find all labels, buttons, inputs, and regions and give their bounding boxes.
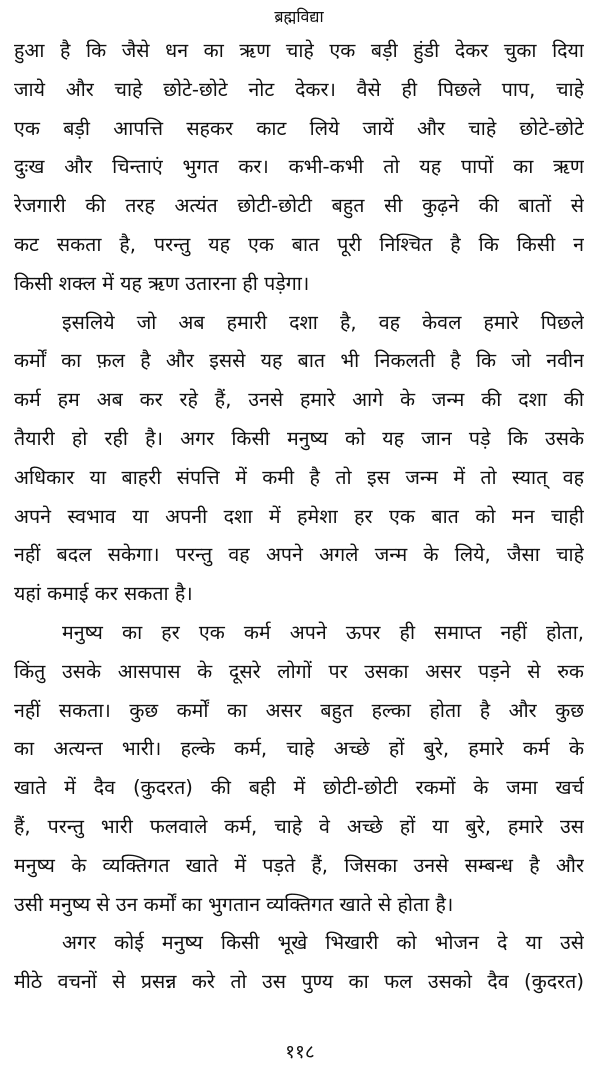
text-line: मनुष्य का हर एक कर्म अपने ऊपर ही समाप्त नहीं होता,	[62, 620, 584, 644]
text-line: मीठे वचनों से प्रसन्न करे तो उस पुण्य का फल उसको दैव (कुदरत)	[14, 970, 584, 994]
text-line: जाये और चाहे छोटे-छोटे नोट देकर। वैसे ही पिछले पाप, चाहे	[14, 77, 584, 101]
text-line: दुःख और चिन्ताएं भुगत कर। कभी-कभी तो यह पापों का ऋण	[14, 155, 584, 179]
text-line: यहां कमाई कर सकता है।	[14, 582, 193, 606]
text-line: अधिकार या बाहरी संपत्ति में कमी है तो इस जन्म में तो स्यात् वह	[14, 465, 584, 489]
text-line: का अत्यन्त भारी। हल्के कर्म, चाहे अच्छे हों बुरे, हमारे कर्म के	[14, 737, 584, 761]
text-line: एक बड़ी आपत्ति सहकर काट लिये जायें और चाहे छोटे-छोटे	[14, 116, 584, 140]
text-line: नहीं बदल सकेगा। परन्तु वह अपने अगले जन्म के लिये, जैसा चाहे	[14, 543, 584, 567]
text-line: हैं, परन्तु भारी फलवाले कर्म, चाहे वे अच्छे हों या बुरे, हमारे उस	[14, 814, 584, 838]
page-number: ११८	[285, 1041, 315, 1063]
text-line: अपने स्वभाव या अपनी दशा में हमेशा हर एक बात को मन चाही	[14, 504, 584, 528]
text-line: नहीं सकता। कुछ कर्मों का असर बहुत हल्का होता है और कुछ	[14, 698, 584, 722]
text-line: कर्मों का फ़ल है और इससे यह बात भी निकलती है कि जो नवीन	[14, 349, 584, 373]
body-text	[14, 32, 584, 1002]
text-line: कर्म हम अब कर रहे हैं, उनसे हमारे आगे के जन्म की दशा की	[14, 388, 584, 412]
text-line: उसी मनुष्य से उन कर्मों का भुगतान व्यक्तिगत खाते से होता है।	[14, 892, 454, 916]
text-line: किंतु उसके आसपास के दूसरे लोगों पर उसका असर पड़ने से रुक	[14, 659, 584, 683]
text-line: खाते में दैव (कुदरत) की बही में छोटी-छोटी रकमों के जमा खर्च	[14, 776, 584, 800]
text-line: हुआ है कि जैसे धन का ऋण चाहे एक बड़ी हुंडी देकर चुका दिया	[14, 39, 584, 62]
paragraph	[14, 924, 584, 1002]
text-line: किसी शक्ल में यह ऋण उतारना ही पड़ेगा।	[14, 271, 310, 295]
text-line: अगर कोई मनुष्य किसी भूखे भिखारी को भोजन दे या उसे	[62, 931, 584, 955]
running-header: ब्रह्मविद्या	[274, 7, 324, 26]
paragraph	[14, 614, 584, 924]
text-line: इसलिये जो अब हमारी दशा है, वह केवल हमारे पिछले	[62, 310, 584, 334]
text-line: मनुष्य के व्यक्तिगत खाते में पड़ते हैं, जिसका उनसे सम्बन्ध है और	[14, 853, 584, 877]
text-line: कट सकता है, परन्तु यह एक बात पूरी निश्चित है कि किसी न	[14, 232, 584, 256]
paragraph	[14, 32, 584, 304]
text-line: तैयारी हो रही है। अगर किसी मनुष्य को यह जान पड़े कि उसके	[14, 426, 584, 450]
text-line: रेजगारी की तरह अत्यंत छोटी-छोटी बहुत सी कुढ़ने की बातों से	[14, 194, 584, 218]
paragraph	[14, 304, 584, 614]
